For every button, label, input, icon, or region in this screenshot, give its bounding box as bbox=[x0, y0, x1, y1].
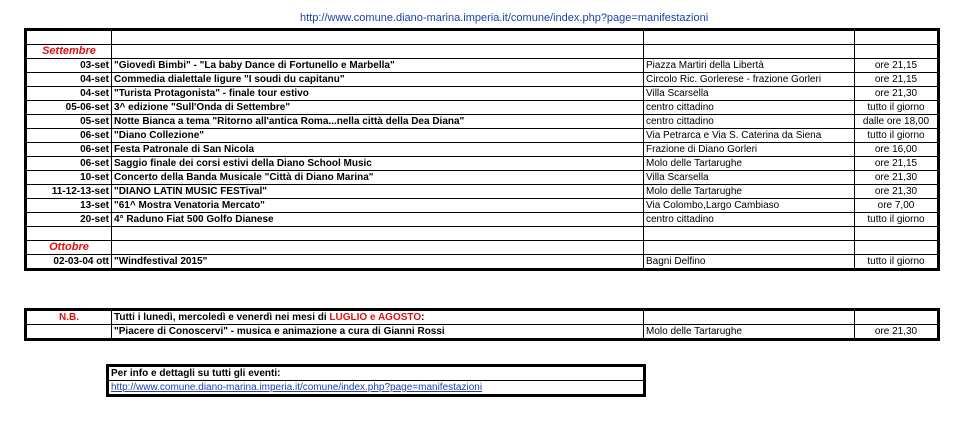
event-time: ore 21,30 bbox=[855, 87, 938, 101]
event-place: Via Colombo,Largo Cambiaso bbox=[644, 199, 855, 213]
event-time: ore 16,00 bbox=[855, 143, 938, 157]
event-title: "61^ Mostra Venatoria Mercato" bbox=[112, 199, 644, 213]
event-date: 06-set bbox=[27, 129, 112, 143]
nb-label: N.B. bbox=[27, 311, 112, 325]
events-table bbox=[26, 30, 938, 269]
event-time: ore 7,00 bbox=[855, 199, 938, 213]
event-title: "DIANO LATIN MUSIC FESTival" bbox=[112, 185, 644, 199]
event-title: "Windfestival 2015" bbox=[112, 255, 644, 269]
event-place: Via Petrarca e Via S. Caterina da Siena bbox=[644, 129, 855, 143]
event-title: Notte Bianca a tema "Ritorno all'antica Roma...nella città della Dea Diana" bbox=[112, 115, 644, 129]
event-date: 02-03-04 ott bbox=[27, 255, 112, 269]
event-place: centro cittadino bbox=[644, 115, 855, 129]
event-place: centro cittadino bbox=[644, 101, 855, 115]
nb-event-row bbox=[27, 325, 938, 339]
event-title: Saggio finale dei corsi estivi della Diano School Music bbox=[112, 157, 644, 171]
event-row bbox=[27, 59, 938, 73]
event-time: ore 21,15 bbox=[855, 73, 938, 87]
event-place: Circolo Ric. Gorlerese - frazione Gorleri bbox=[644, 73, 855, 87]
event-row bbox=[27, 255, 938, 269]
event-time: tutto il giorno bbox=[855, 255, 938, 269]
event-date: 05-06-set bbox=[27, 101, 112, 115]
event-time: tutto il giorno bbox=[855, 213, 938, 227]
event-title: Festa Patronale di San Nicola bbox=[112, 143, 644, 157]
event-row bbox=[27, 101, 938, 115]
event-place: Villa Scarsella bbox=[644, 87, 855, 101]
month-row-ottobre bbox=[27, 241, 938, 255]
event-row bbox=[27, 115, 938, 129]
event-title: 4° Raduno Fiat 500 Golfo Dianese bbox=[112, 213, 644, 227]
event-time: ore 21,15 bbox=[855, 157, 938, 171]
event-row bbox=[27, 185, 938, 199]
spacer-row bbox=[27, 227, 938, 241]
event-date: 11-12-13-set bbox=[27, 185, 112, 199]
event-time: tutto il giorno bbox=[855, 129, 938, 143]
event-place: Villa Scarsella bbox=[644, 171, 855, 185]
event-date: 13-set bbox=[27, 199, 112, 213]
event-time: ore 21,15 bbox=[855, 59, 938, 73]
month-label-ottobre: Ottobre bbox=[27, 241, 112, 255]
nb-place: Molo delle Tartarughe bbox=[644, 325, 855, 339]
info-title: Per info e dettagli su tutti gli eventi: bbox=[109, 367, 644, 381]
event-date: 06-set bbox=[27, 143, 112, 157]
event-place: Frazione di Diano Gorleri bbox=[644, 143, 855, 157]
event-date: 04-set bbox=[27, 87, 112, 101]
event-row bbox=[27, 87, 938, 101]
event-row bbox=[27, 73, 938, 87]
event-row bbox=[27, 143, 938, 157]
event-date: 04-set bbox=[27, 73, 112, 87]
event-time: tutto il giorno bbox=[855, 101, 938, 115]
event-title: "Turista Protagonista" - finale tour estivo bbox=[112, 87, 644, 101]
event-row bbox=[27, 171, 938, 185]
event-time: ore 21,30 bbox=[855, 185, 938, 199]
spacer-row bbox=[27, 31, 938, 45]
event-row bbox=[27, 129, 938, 143]
info-url-link[interactable]: http://www.comune.diano-marina.imperia.it/comune/index.php?page=manifestazioni bbox=[111, 382, 483, 393]
event-place: Molo delle Tartarughe bbox=[644, 157, 855, 171]
event-time: ore 21,30 bbox=[855, 171, 938, 185]
info-box bbox=[108, 366, 644, 395]
event-row bbox=[27, 213, 938, 227]
event-place: centro cittadino bbox=[644, 213, 855, 227]
month-label-settembre: Settembre bbox=[27, 45, 112, 59]
top-url-link[interactable]: http://www.comune.diano-marina.imperia.it/comune/index.php?page=manifestazioni bbox=[300, 12, 709, 24]
event-date: 10-set bbox=[27, 171, 112, 185]
event-row bbox=[27, 199, 938, 213]
nb-time: ore 21,30 bbox=[855, 325, 938, 339]
nb-event: "Piacere di Conoscervi" - musica e animazione a cura di Gianni Rossi bbox=[112, 325, 644, 339]
month-row-settembre bbox=[27, 45, 938, 59]
event-title: Concerto della Banda Musicale "Città di Diano Marina" bbox=[112, 171, 644, 185]
event-date: 20-set bbox=[27, 213, 112, 227]
nb-table bbox=[26, 310, 938, 339]
event-place: Piazza Martiri della Libertà bbox=[644, 59, 855, 73]
event-date: 03-set bbox=[27, 59, 112, 73]
event-time: dalle ore 18,00 bbox=[855, 115, 938, 129]
event-date: 05-set bbox=[27, 115, 112, 129]
event-title: "Diano Collezione" bbox=[112, 129, 644, 143]
event-title: Commedia dialettale ligure "I soudi du capitanu" bbox=[112, 73, 644, 87]
nb-row bbox=[27, 311, 938, 325]
event-title: 3^ edizione "Sull'Onda di Settembre" bbox=[112, 101, 644, 115]
event-title: "Giovedì Bimbi" - "La baby Dance di Fortunello e Marbella" bbox=[112, 59, 644, 73]
event-place: Bagni Delfino bbox=[644, 255, 855, 269]
event-place: Molo delle Tartarughe bbox=[644, 185, 855, 199]
events-body bbox=[27, 31, 938, 269]
event-row bbox=[27, 157, 938, 171]
event-date: 06-set bbox=[27, 157, 112, 171]
nb-text: Tutti i lunedì, mercoledì e venerdì nei mesi di LUGLIO e AGOSTO: bbox=[112, 311, 644, 325]
